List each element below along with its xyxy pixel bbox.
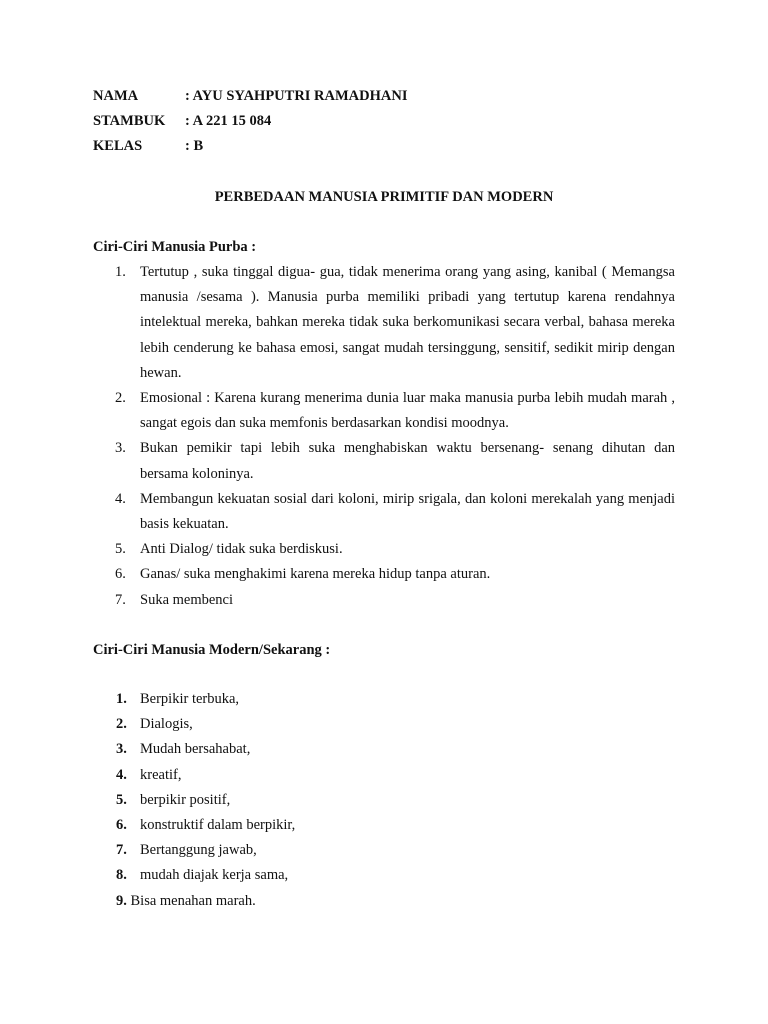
header-label-nama: NAMA — [93, 88, 139, 104]
list-item-number: 6. — [115, 566, 126, 583]
list-item — [0, 687, 295, 712]
list-item-text: mudah diajak kerja sama, — [140, 867, 289, 884]
list-item-number: 9. — [116, 892, 127, 909]
list-item-number: 3. — [116, 741, 127, 758]
list-item — [0, 889, 295, 914]
list-item-number: 2. — [116, 716, 127, 733]
list-item-text: Bertanggung jawab, — [140, 842, 257, 859]
header-value-kelas: : B — [185, 138, 204, 154]
list-item-number: 4. — [115, 490, 126, 507]
list-item — [0, 863, 295, 888]
list-item-number: 4. — [116, 766, 127, 783]
list-item-number: 3. — [115, 440, 126, 457]
list-item-text: Berpikir terbuka, — [140, 691, 240, 707]
list-item-text: konstruktif dalam berpikir, — [140, 817, 296, 834]
primitive-list — [0, 260, 675, 613]
list-item-number: 8. — [116, 867, 127, 884]
list-item-text: Ganas/ suka menghakimi karena mereka hidup tanpa aturan. — [140, 566, 491, 583]
document-title: PERBEDAAN MANUSIA PRIMITIF DAN MODERN — [214, 189, 554, 205]
list-item — [0, 838, 295, 863]
header-row-kelas — [93, 137, 203, 155]
list-item — [0, 386, 675, 436]
header-value-nama: : AYU SYAHPUTRI RAMADHANI — [185, 88, 408, 104]
list-item-text: Bisa menahan marah. — [130, 892, 256, 909]
list-item-text: Membangun kekuatan sosial dari koloni, mirip srigala, dan koloni merekalah yang menjadi basis kekuatan. — [140, 490, 675, 533]
list-item — [0, 537, 675, 562]
list-item-text: Dialogis, — [140, 716, 193, 733]
list-item-number: 1. — [116, 691, 127, 707]
list-item-text: Tertutup , suka tinggal digua- gua, tidak menerima orang yang asing, kanibal ( Memangsa manusia /sesama ). Manusia purba memiliki pribadi yang tertutup karena rendahnya intelektual mereka, bahkan mereka tidak suka berkomunikasi secara verbal, bahasa mereka lebih cenderung ke bahasa emosi, sangat mudah tersinggung, sensitif, sedikit mirip dengan hewan. — [140, 264, 675, 381]
list-item-text: kreatif, — [140, 766, 182, 783]
primitive-heading: Ciri-Ciri Manusia Purba : — [93, 239, 257, 255]
list-item — [0, 763, 295, 788]
list-item-text: Mudah bersahabat, — [140, 741, 251, 758]
header-row-nama — [93, 87, 408, 105]
list-item — [0, 562, 675, 587]
header-label-kelas: KELAS — [93, 138, 143, 154]
list-item-number: 1. — [115, 264, 126, 280]
list-item-number: 7. — [116, 842, 127, 859]
list-item-number: 5. — [116, 791, 127, 808]
list-item — [0, 487, 675, 537]
header-row-stambuk — [93, 112, 271, 130]
list-item — [0, 436, 675, 486]
list-item — [0, 788, 295, 813]
list-item — [0, 260, 675, 386]
list-item — [0, 737, 295, 762]
list-item — [0, 712, 295, 737]
list-item-number: 6. — [116, 817, 127, 834]
list-item-number: 2. — [115, 390, 126, 407]
list-item-text: Bukan pemikir tapi lebih suka menghabiskan waktu bersenang- senang dihutan dan bersama koloninya. — [140, 440, 675, 482]
list-item-number: 7. — [115, 591, 126, 608]
list-item-number: 5. — [115, 541, 126, 558]
modern-list — [0, 687, 295, 914]
list-item — [0, 813, 295, 838]
header-label-stambuk: STAMBUK — [93, 113, 166, 129]
list-item — [0, 588, 675, 613]
list-item-text: Emosional : Karena kurang menerima dunia luar maka manusia purba lebih mudah marah , sangat egois dan suka memfonis berdasarkan kondisi moodnya. — [140, 390, 675, 432]
header-value-stambuk: : A 221 15 084 — [185, 113, 272, 129]
list-item-text: berpikir positif, — [140, 791, 231, 808]
list-item-text: Suka membenci — [140, 591, 234, 608]
modern-heading: Ciri-Ciri Manusia Modern/Sekarang : — [93, 642, 331, 658]
list-item-text: Anti Dialog/ tidak suka berdiskusi. — [140, 541, 343, 558]
